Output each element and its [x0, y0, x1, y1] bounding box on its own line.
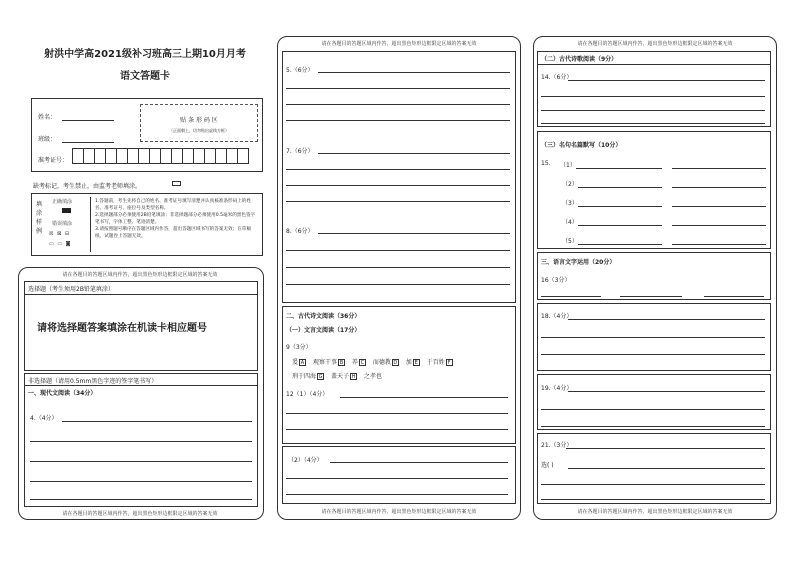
- wrong-fill-label: 错误填涂: [52, 221, 73, 227]
- nonchoice-header-divider: [24, 385, 258, 386]
- q4-line-1[interactable]: [62, 421, 252, 422]
- q4-line-3[interactable]: [30, 461, 252, 462]
- barcode-area: [140, 104, 258, 142]
- q15-item-1-label: （1）: [560, 162, 576, 169]
- q5-line-4[interactable]: [286, 120, 510, 121]
- q16-label: 16（3分）: [541, 277, 571, 284]
- absent-note: 缺考标记，考生禁止，由监考老师填涂。: [33, 183, 142, 190]
- wrong-fill-samples-2: ▭ ▭ ◙: [49, 241, 72, 247]
- choice-header-divider: [24, 294, 258, 295]
- subsection-poetry: （二）古代诗歌阅读（9分）: [541, 56, 618, 63]
- warning-text-right-top: 请在各题目的答题区域内作答，超出黑色矩形边框限定区域的答案无效: [577, 41, 733, 47]
- q21-line-3[interactable]: [541, 484, 765, 485]
- q18-line-2[interactable]: [541, 337, 765, 338]
- q15-blank-3a[interactable]: [578, 206, 662, 207]
- q21-line-1[interactable]: [566, 448, 765, 449]
- q15-item-3-label: （3）: [562, 200, 578, 207]
- q15-blank-1a[interactable]: [576, 168, 662, 169]
- q15-blank-4a[interactable]: [578, 225, 662, 226]
- q8-label: 8.（6分）: [286, 228, 314, 235]
- q8-line-2[interactable]: [286, 250, 510, 251]
- q4-line-5[interactable]: [30, 499, 252, 500]
- q9-options-line-2[interactable]: 刑于四海 G 盖天子 H 之孝也: [292, 373, 382, 380]
- q7-line-4[interactable]: [286, 201, 510, 202]
- q15-blank-3b[interactable]: [672, 206, 766, 207]
- q16-blank-2[interactable]: [620, 296, 682, 297]
- q21-line-4[interactable]: [541, 499, 765, 500]
- section-classical: 二、古代诗文阅读（36分）: [286, 313, 361, 320]
- section-modern-reading: 一、现代文阅读（34分）: [28, 390, 97, 397]
- q16-blank-3[interactable]: [704, 296, 764, 297]
- q19-line-2[interactable]: [541, 409, 765, 410]
- q8-line-4[interactable]: [286, 284, 510, 285]
- q15-item-2-label: （2）: [562, 181, 578, 188]
- q19-label: 19.（4分）: [541, 385, 573, 392]
- q18-label: 18.（4分）: [541, 313, 573, 320]
- card-title: 语文答题卡: [120, 71, 170, 82]
- q8-line-1[interactable]: [318, 233, 510, 234]
- choice-header: 选择题（考生须用2B铅笔填涂）: [28, 286, 114, 293]
- q15-item-4-label: （4）: [562, 219, 578, 226]
- q5-line-1[interactable]: [318, 72, 510, 73]
- correct-fill-sample: [62, 208, 71, 213]
- exam-no-cells[interactable]: [72, 148, 249, 164]
- q18-line-1[interactable]: [568, 319, 765, 320]
- q16-blank-1[interactable]: [541, 296, 601, 297]
- q14-line-4[interactable]: [541, 123, 765, 124]
- q7-label: 7.（6分）: [286, 148, 314, 155]
- q18-line-3[interactable]: [541, 354, 765, 355]
- subsection-recitation: （三）名句名篇默写（10分）: [541, 142, 622, 149]
- q15-label: 15.: [541, 160, 551, 167]
- warning-text-middle-bottom: 请在各题目的答题区域内作答，超出黑色矩形边框限定区域的答案无效: [321, 509, 477, 515]
- q14-label: 14.（6分）: [541, 74, 573, 81]
- q19-line-3[interactable]: [541, 426, 765, 427]
- q7-line-3[interactable]: [286, 185, 510, 186]
- q21-label: 21.（3分）: [541, 442, 573, 449]
- absent-mark-box[interactable]: [172, 181, 181, 186]
- name-label: 姓名：: [38, 114, 57, 121]
- fill-example-side-label: 填 涂 样 例: [35, 201, 42, 235]
- warning-text-right-bottom: 请在各题目的答题区域内作答，超出黑色矩形边框限定区域的答案无效: [577, 509, 733, 515]
- q12-1-label: 12（1）（4分）: [286, 391, 329, 398]
- class-field[interactable]: [62, 142, 114, 143]
- q15-blank-4b[interactable]: [672, 225, 766, 226]
- q5-label: 5.（6分）: [286, 67, 314, 74]
- q12-2-line-3[interactable]: [286, 494, 508, 495]
- correct-fill-label: 正确填涂: [52, 199, 73, 205]
- exam-no-label: 准考证号：: [38, 157, 69, 164]
- q9-label: 9（3分）: [286, 344, 312, 351]
- q12-1-line-2[interactable]: [286, 413, 508, 414]
- q8-line-3[interactable]: [286, 267, 510, 268]
- q12-2-label: （2）（4分）: [288, 457, 323, 464]
- q5-line-3[interactable]: [286, 104, 510, 105]
- fill-notes: 1.答题前，考生先将自己的姓名、准考证号填写清楚并认真核准条形码上的姓名、准考证号、座位号及类型名称。 2.选择题部分必须使用2B铅笔填涂；非选择题部分必须使用0.5毫米的黑色签字笔书写，字体工整、笔迹清楚。 3.请按照题号顺序在答题区域内作答，超出答题区域书写的答案无效；在草稿纸、试题卷上答题无效。: [95, 199, 256, 239]
- section-language: 三、语言文字运用（20分）: [541, 259, 616, 266]
- q14-line-1[interactable]: [568, 80, 765, 81]
- subsection-classical-prose: （一）文言文阅读（17分）: [286, 327, 361, 334]
- poetry-header-divider: [537, 64, 771, 65]
- q14-line-2[interactable]: [541, 96, 765, 97]
- q4-line-4[interactable]: [30, 481, 252, 482]
- q5-line-2[interactable]: [286, 88, 510, 89]
- fill-example-divider: [90, 197, 91, 252]
- barcode-title: 贴 条 形 码 区: [180, 117, 218, 124]
- q15-blank-2b[interactable]: [672, 187, 766, 188]
- q4-label: 4.（4分）: [30, 415, 58, 422]
- warning-text-left-top: 请在各题目的答题区域内作答，超出黑色矩形边框限定区域的答案无效: [62, 272, 218, 278]
- warning-text-middle-top: 请在各题目的答题区域内作答，超出黑色矩形边框限定区域的答案无效: [321, 41, 477, 47]
- q12-1-line-3[interactable]: [286, 429, 508, 430]
- name-field[interactable]: [62, 120, 114, 121]
- q15-blank-1b[interactable]: [672, 168, 766, 169]
- q15-item-5-label: （5）: [562, 238, 578, 245]
- wrong-fill-samples: ☒ ⊠ ⊟: [49, 231, 71, 237]
- q7-line-1[interactable]: [318, 153, 510, 154]
- choice-instruction: 请将选择题答案填涂在机读卡相应题号: [37, 323, 207, 334]
- class-label: 班级：: [38, 136, 57, 143]
- q12-2-line-1[interactable]: [330, 462, 508, 463]
- q19-line-1[interactable]: [568, 391, 765, 392]
- nonchoice-header: 非选择题（请用0.5mm黑色字迹的签字笔书写）: [28, 378, 158, 385]
- school-title: 射洪中学高2021级补习班高三上期10月月考: [44, 49, 246, 60]
- warning-text-left-bottom: 请在各题目的答题区域内作答，超出黑色矩形边框限定区域的答案无效: [62, 511, 218, 517]
- q9-options-line-1[interactable]: 爰 A 观察干事 B 养 C 而德教 D 加 E 于百姓 F: [292, 357, 453, 366]
- q21-line-2[interactable]: [568, 468, 765, 469]
- q15-blank-5b[interactable]: [672, 244, 766, 245]
- q12-1-line-1[interactable]: [340, 397, 508, 398]
- q14-line-3[interactable]: [541, 110, 765, 111]
- q21-select[interactable]: 选( ): [541, 462, 554, 469]
- barcode-note: （正面朝上，切勿贴出虚线方框）: [169, 128, 229, 133]
- q7-line-2[interactable]: [286, 169, 510, 170]
- q4-line-2[interactable]: [30, 441, 252, 442]
- q12-2-line-2[interactable]: [286, 478, 508, 479]
- q15-blank-5a[interactable]: [578, 244, 662, 245]
- q15-blank-2a[interactable]: [578, 187, 662, 188]
